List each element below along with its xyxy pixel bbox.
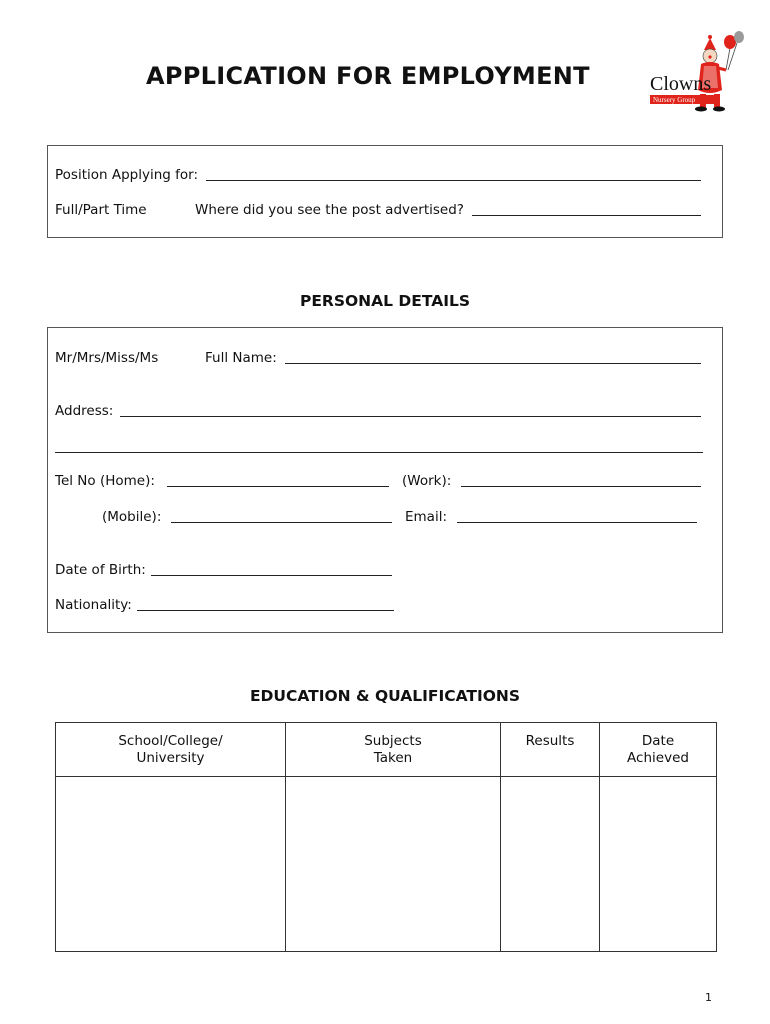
column-header-date-achieved: Date Achieved	[600, 723, 717, 777]
tel-work-label: (Work):	[402, 473, 452, 489]
personal-details-heading: PERSONAL DETAILS	[299, 292, 471, 310]
nationality-label: Nationality:	[55, 597, 132, 613]
mobile-field[interactable]	[171, 522, 392, 523]
address-label: Address:	[55, 403, 114, 419]
logo-wordmark: Clowns	[650, 73, 712, 95]
logo-subtext: Nursery Group	[653, 96, 696, 104]
salutation-label: Mr/Mrs/Miss/Ms	[55, 350, 159, 366]
date-of-birth-label: Date of Birth:	[55, 562, 146, 578]
address-field-2[interactable]	[55, 452, 703, 453]
education-table-header-row	[56, 723, 717, 777]
email-field[interactable]	[457, 522, 697, 523]
full-name-label: Full Name:	[205, 350, 277, 366]
school-cell[interactable]	[56, 777, 286, 952]
advertised-label: Where did you see the post advertised?	[195, 202, 464, 218]
column-header-subjects: Subjects Taken	[286, 723, 501, 777]
page-number: 1	[705, 991, 712, 1004]
table-row	[56, 777, 717, 952]
results-cell[interactable]	[501, 777, 600, 952]
full-name-field[interactable]	[285, 363, 701, 364]
tel-home-label: Tel No (Home):	[55, 473, 155, 489]
date-achieved-cell[interactable]	[600, 777, 717, 952]
date-of-birth-field[interactable]	[151, 575, 392, 576]
education-heading: EDUCATION & QUALIFICATIONS	[249, 687, 521, 705]
position-label: Position Applying for:	[55, 167, 199, 183]
column-header-school: School/College/ University	[56, 723, 286, 777]
column-header-results: Results	[501, 723, 600, 777]
nationality-field[interactable]	[137, 610, 394, 611]
subjects-cell[interactable]	[286, 777, 501, 952]
tel-home-field[interactable]	[167, 486, 389, 487]
position-box	[47, 145, 723, 238]
clowns-logo	[646, 28, 752, 112]
tel-work-field[interactable]	[461, 486, 701, 487]
full-part-time-label: Full/Part Time	[55, 202, 147, 218]
email-label: Email:	[405, 509, 448, 525]
education-table	[55, 722, 717, 952]
page-title: APPLICATION FOR EMPLOYMENT	[146, 62, 590, 90]
address-field-1[interactable]	[120, 416, 701, 417]
advertised-field[interactable]	[472, 215, 701, 216]
mobile-label: (Mobile):	[102, 509, 162, 525]
position-field[interactable]	[206, 180, 701, 181]
